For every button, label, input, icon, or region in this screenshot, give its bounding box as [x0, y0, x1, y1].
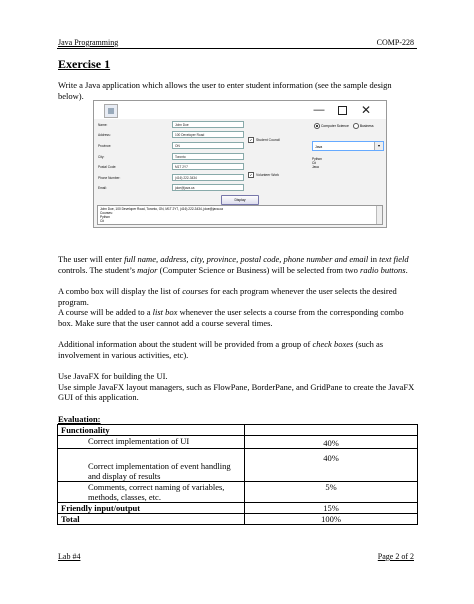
list-item[interactable]: Python	[312, 157, 322, 161]
minimize-button[interactable]: —	[313, 104, 325, 116]
eval-total-value: 100%	[245, 514, 418, 525]
paragraph-list-box: A course will be added to a list box whenever the user selects a course from the corresponding combo box. Make sure that the user cannot add a course several times.	[58, 307, 404, 328]
label-name: Name:	[98, 123, 108, 127]
label-city: City:	[98, 155, 105, 159]
phone-field[interactable]: (416) 222-3434	[172, 174, 244, 181]
business-label: Business	[359, 123, 374, 128]
table-row	[58, 449, 418, 482]
combo-value: Java	[315, 145, 323, 149]
output-scrollbar[interactable]	[376, 206, 382, 224]
javafx-line-2: Use simple JavaFX layout managers, such as FlowPane, BorderPane, and GridPane to create the JavaFX GUI of this application.	[58, 381, 415, 402]
chevron-down-icon[interactable]: ▾	[374, 142, 383, 150]
list-item[interactable]: Java	[312, 165, 319, 170]
eval-weight: 40%	[245, 436, 418, 449]
output-line: Python	[100, 215, 110, 219]
output-text-area[interactable]	[97, 205, 383, 225]
window-titlebar	[94, 101, 386, 119]
footer-page-number: Page 2 of 2	[377, 552, 414, 561]
paragraph-javafx	[58, 371, 417, 403]
maximize-button[interactable]	[332, 101, 352, 121]
course-title: Java Programming	[58, 38, 119, 47]
output-line: Courses:	[100, 211, 113, 215]
footer-lab-number: Lab #4	[58, 552, 81, 561]
table-row	[58, 503, 418, 514]
eval-weight: 5%	[245, 482, 418, 503]
table-row	[58, 514, 418, 525]
evaluation-title: Evaluation:	[58, 414, 101, 424]
paragraph-combo-box: A combo box will display the list of courses for each program whenever the user selects the desired program.	[58, 286, 397, 307]
major-radio-group	[314, 123, 374, 129]
eval-criterion: Correct implementation of event handling and display of results	[58, 449, 245, 482]
address-field[interactable]: 100 Developer Road	[172, 131, 244, 138]
label-address: Address:	[98, 133, 111, 137]
eval-category: Functionality	[58, 425, 245, 436]
paragraph-inputs: The user will enter full name, address, city, province, postal code, phone number and email in text field controls. The student’s major (Computer Science or Business) will be selected from two radio buttons.	[58, 254, 409, 275]
exercise-intro: Write a Java application which allows the user to enter student information (see the sample design below).	[58, 80, 392, 101]
eval-total-label: Total	[58, 514, 245, 525]
courses-list-box[interactable]	[312, 157, 322, 170]
eval-criterion: Correct implementation of UI	[58, 436, 245, 449]
email-field[interactable]: jdoe@java.ca	[172, 184, 244, 191]
exercise-title: Exercise 1	[58, 57, 111, 71]
evaluation-table	[57, 424, 418, 525]
checkbox-check-icon: ✔	[249, 173, 253, 177]
eval-criterion: Comments, correct naming of variables, methods, classes, etc.	[58, 482, 245, 503]
radio-selected-icon	[314, 123, 320, 129]
computer-science-label: Computer Science	[320, 123, 349, 128]
computer-science-radio[interactable]	[314, 123, 349, 129]
eval-weight	[245, 425, 418, 436]
label-province: Province:	[98, 144, 112, 148]
province-field[interactable]: ON	[172, 142, 244, 149]
volunteer-work-checkbox[interactable]	[248, 172, 279, 178]
maximize-icon	[338, 106, 347, 115]
table-row	[58, 425, 418, 436]
eval-weight: 15%	[245, 503, 418, 514]
output-line: C#	[100, 219, 105, 223]
checkbox-check-icon: ✔	[249, 138, 253, 142]
list-item[interactable]: C#	[312, 161, 317, 166]
name-field[interactable]: John Doe	[172, 121, 244, 128]
table-row	[58, 482, 418, 503]
display-button[interactable]: Display	[221, 195, 259, 205]
label-email: Email:	[98, 186, 107, 190]
output-line: John Doe, 100 Developer Road, Toronto, ON, M1T 2Y7, (416) 222-3434, jdoe@java.ca	[100, 207, 223, 211]
sample-app-window	[93, 100, 387, 228]
student-council-checkbox[interactable]	[248, 137, 280, 143]
paragraph-check-boxes: Additional information about the student will be provided from a group of check boxes (such as involvement in various activities, etc).	[58, 339, 384, 360]
business-radio[interactable]	[353, 123, 374, 129]
java-app-icon	[104, 104, 118, 118]
course-code: COMP-228	[376, 38, 414, 47]
header-divider	[57, 48, 417, 49]
javafx-line-1: Use JavaFX for building the UI.	[58, 371, 168, 381]
radio-unselected-icon	[353, 123, 359, 129]
label-phone: Phone Number:	[98, 176, 121, 180]
course-combo-box[interactable]	[312, 141, 384, 151]
eval-weight: 40%	[245, 449, 418, 482]
close-button[interactable]: ✕	[360, 103, 372, 117]
city-field[interactable]: Toronto	[172, 153, 244, 160]
student-council-label: Student Council	[256, 138, 280, 142]
postal-code-field[interactable]: M1T 2Y7	[172, 163, 244, 170]
table-row	[58, 436, 418, 449]
volunteer-work-label: Volunteer Work	[256, 173, 280, 177]
label-postal-code: Postal Code:	[98, 165, 117, 169]
eval-category: Friendly input/output	[58, 503, 245, 514]
